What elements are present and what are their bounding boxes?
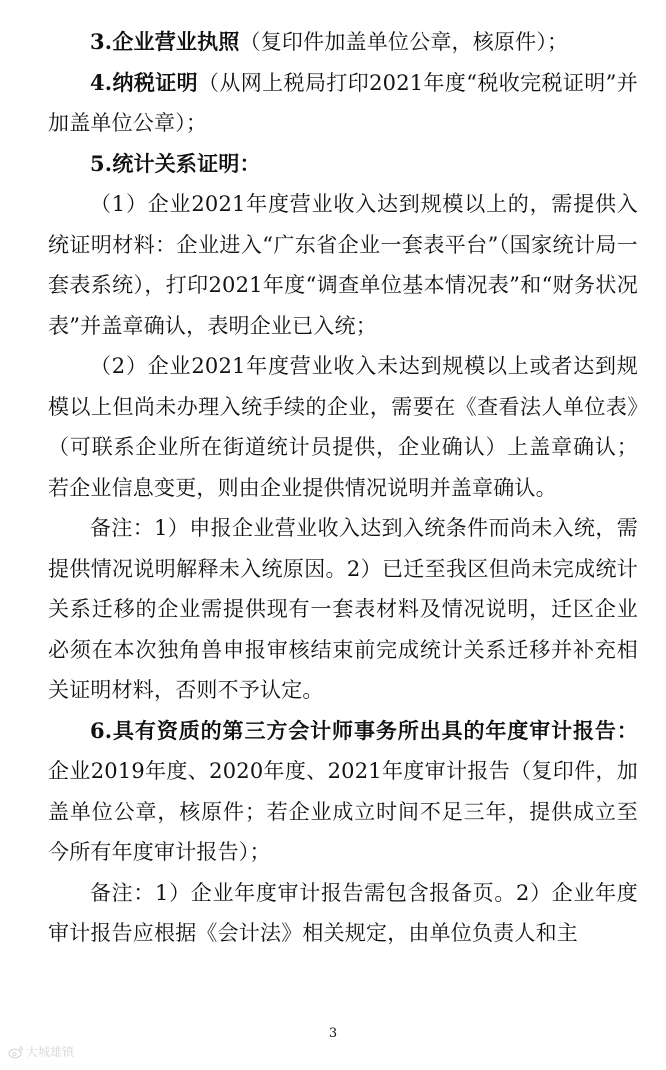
paragraph-item-6 [48, 711, 638, 873]
item-4-heading: 4.纳税证明 [90, 69, 199, 95]
item-5-1-text: （1）企业2021年度营业收入达到规模以上的，需提供入统证明材料：企业进入“广东省企业一套表平台”（国家统计局一套表系统），打印2021年度“调查单位基本情况表”和“财务状况表”并盖章确认，表明企业已入统； [48, 192, 638, 338]
note-6-text: 备注：1）企业年度审计报告需包含报备页。2）企业年度审计报告应根据《会计法》相关规定，由单位负责人和主 [48, 880, 638, 945]
paragraph-item-4 [48, 63, 638, 144]
page-number: 3 [328, 1026, 338, 1041]
item-4-text: （从网上税局打印2021年度“税收完税证明”并加盖单位公章）； [48, 70, 638, 135]
paragraph-note-5 [48, 508, 638, 711]
watermark-text: 大城雄镇 [26, 1045, 75, 1059]
item-5-2-text: （2）企业2021年度营业收入未达到规模以上或者达到规模以上但尚未办理入统手续的企业，需要在《查看法人单位表》（可联系企业所在街道统计员提供，企业确认）上盖章确认；若企业信息变更，则由企业提供情况说明并盖章确认。 [48, 354, 638, 500]
item-6-text: 企业2019年度、2020年度、2021年度审计报告（复印件，加盖单位公章，核原件；若企业成立时间不足三年，提供成立至今所有年度审计报告）； [48, 759, 638, 864]
weibo-icon [8, 1045, 24, 1059]
watermark [8, 1043, 74, 1060]
paragraph-note-6 [48, 873, 638, 954]
item-3-text: （复印件加盖单位公章，核原件）； [239, 30, 569, 54]
paragraph-item-5-1 [48, 184, 638, 346]
paragraph-item-5 [48, 144, 638, 185]
paragraph-item-3 [48, 22, 638, 63]
item-6-heading: 6.具有资质的第三方会计师事务所出具的年度审计报告： [90, 717, 638, 743]
paragraph-item-5-2 [48, 346, 638, 508]
item-3-heading: 3.企业营业执照 [90, 29, 240, 54]
document-body [48, 22, 638, 954]
note-5-text: 备注：1）申报企业营业收入达到入统条件而尚未入统，需提供情况说明解释未入统原因。2）已迁至我区但尚未完成统计关系迁移的企业需提供现有一套表材料及情况说明，迁区企业必须在本次独角兽申报审核结束前完成统计关系迁移并补充相关证明材料，否则不予认定。 [48, 516, 638, 702]
item-5-heading: 5.统计关系证明： [90, 150, 261, 176]
